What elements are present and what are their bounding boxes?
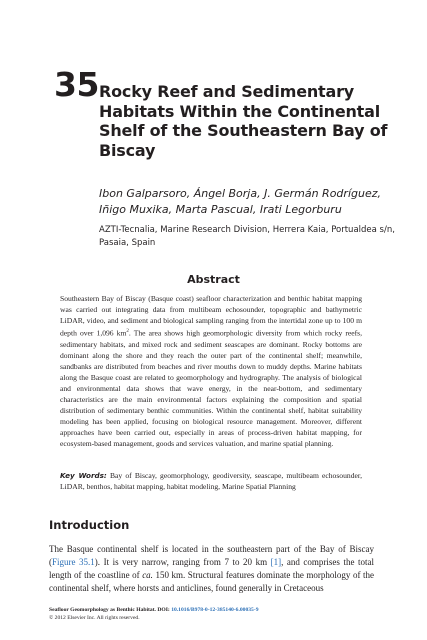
abstract-text-part-1: Southeastern Bay of Biscay (Basque coast) seafloor characterization and benthic habitat mapping was carried out integrating data from multibeam echosounder, topographic and bathymetric LiDAR, video, and sediment and biological sampling ranging from the intertidal zone up to 100 m depth over 1,096 km [60,294,362,338]
keywords-text: Bay of Biscay, geomorphology, geodiversity, seascape, multibeam echosounder, LiDAR, benthos, habitat mapping, habitat modeling, Marine Spatial Planning [60,471,362,492]
intro-text-ca: ca. [142,570,153,580]
affiliation [99,224,399,250]
keywords-label: Key Words: [60,471,107,480]
footer-copyright: © 2012 Elsevier Inc. All rights reserved. [49,615,140,621]
footer-citation [49,606,379,614]
intro-text-3: , and comprises the total length of the coastline of [49,557,374,580]
footer-doi-label: DOI: [155,607,172,613]
figure-link[interactable]: Figure 35.1 [52,557,95,567]
intro-text-1: The Basque continental shelf is located in the southeastern part of the Bay of Biscay ( [49,544,374,567]
affiliation-line-2: Pasaia, Spain [99,238,156,248]
page-footer [49,606,379,622]
author-list [99,186,399,218]
citation-link[interactable]: [1] [270,557,282,567]
intro-text-4: 150 km. Structural features dominate the morphology of the continental shelf, where horsts and anticlines, found generally in Cretaceous [49,570,374,593]
authors-line-1: Ibon Galparsoro, Ángel Borja, J. Germán Rodríguez, [99,187,381,200]
abstract-heading: Abstract [187,273,240,286]
chapter-title: Rocky Reef and Sedimentary Habitats Within the Continental Shelf of the Southeastern Bay of Biscay [99,82,388,160]
footer-book-title: Seafloor Geomorphology as Benthic Habitat. [49,607,156,613]
affiliation-line-1: AZTI-Tecnalia, Marine Research Division, Herrera Kaia, Portualdea s/n, [99,225,395,235]
abstract-text [60,293,362,449]
abstract-superscript: 2 [126,329,129,335]
chapter-number: 35 [54,65,99,104]
keywords [60,470,362,492]
authors-line-2: Iñigo Muxika, Marta Pascual, Irati Legorburu [99,203,342,216]
intro-text-2: ). It is very narrow, ranging from 7 to 20 km [94,557,271,567]
doi-link[interactable]: 10.1016/B978-0-12-385140-6.00035-9 [171,607,259,613]
introduction-paragraph [49,543,374,595]
introduction-heading: Introduction [49,518,130,532]
abstract-text-part-2: . The area shows high geomorphologic diversity from which rocky reefs, sedimentary habitats, and mixed rock and sediment seascapes are dominant. Rocky bottoms are dominant along the shore and they reach the outer part of the continental shelf; meanwhile, sandbanks are distributed from beaches and river mouths down to muddy depths. Marine habitats along the Basque coast are related to geomorphology and hydrography. The analysis of biological and environmental data shows that wave energy, in the near-bottom, and sedimentary characteristics are the main environmental factors explaining the composition and spatial distribution of sedimentary benthic communities. Within the continental shelf, habitat suitability modeling has been applied, focusing on biological resource management. Moreover, different approaches have been carried out, especially in areas of process-driven habitat mapping, for ecosystem-based management, goods and services valuation, and marine spatial planning. [60,328,362,449]
